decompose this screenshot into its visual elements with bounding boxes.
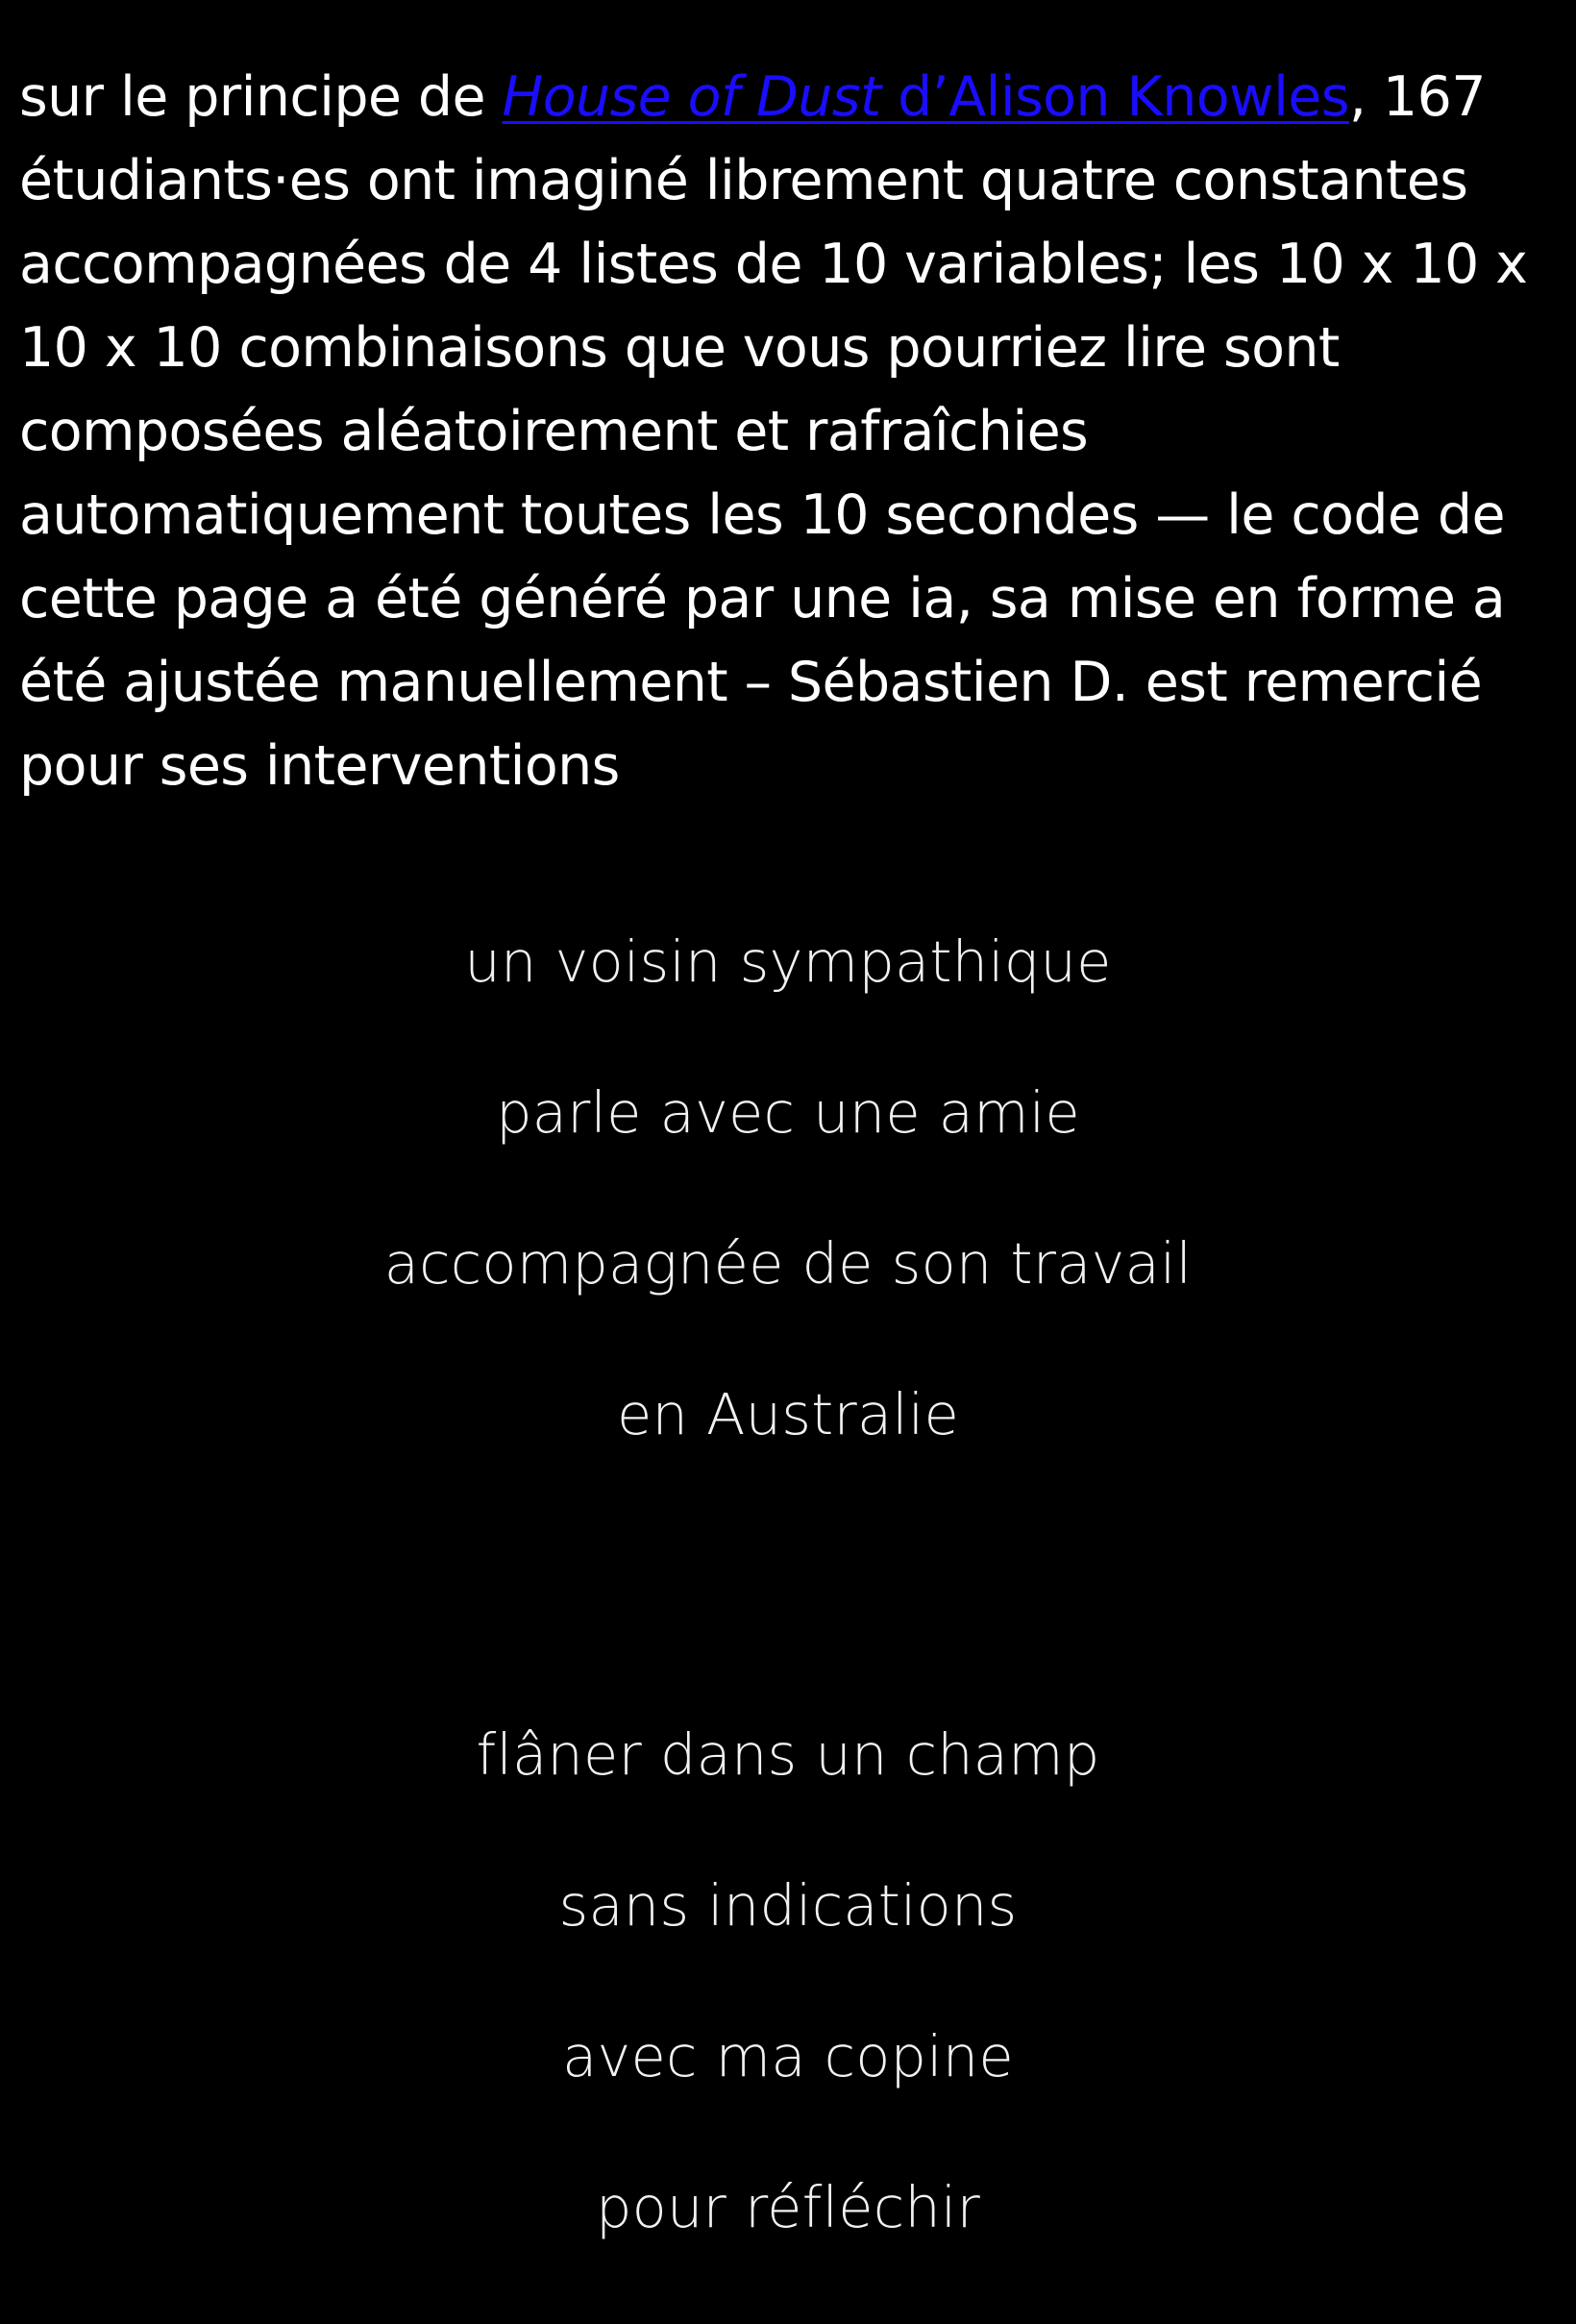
intro-paragraph bbox=[19, 56, 1557, 808]
link-author: d’Alison Knowles bbox=[880, 65, 1349, 129]
combination-line-action: parle avec une amie bbox=[496, 1079, 1080, 1146]
combination-2 bbox=[0, 1720, 1576, 2324]
combination-line-manner: accompagnée de son travail bbox=[383, 1230, 1193, 1297]
link-title: House of Dust bbox=[502, 65, 881, 129]
intro-rest: , 167 étudiants·es ont imaginé librement quatre constantes accompagnées de 4 listes de 10 variables; les 10 x 10 x 10 x 10 combinaisons que vous pourriez lire sont composées aléatoirement et rafraîchies automatiquement toutes les 10 secondes — le code de cette page a été généré par une ia, sa mise en forme a été ajustée manuellement – Sébastien D. est remercié pour ses interventions bbox=[19, 65, 1528, 798]
intro-lead: sur le principe de bbox=[19, 65, 503, 129]
combination-1 bbox=[0, 927, 1576, 1531]
combination-line-place: pour réfléchir bbox=[596, 2174, 980, 2240]
house-of-dust-link[interactable] bbox=[503, 65, 1349, 129]
combination-line-action: sans indications bbox=[558, 1872, 1018, 1939]
combination-line-place: en Australie bbox=[617, 1381, 959, 1447]
combination-line-subject: flâner dans un champ bbox=[476, 1721, 1100, 1788]
combination-line-manner: avec ma copine bbox=[562, 2023, 1014, 2089]
combination-line-subject: un voisin sympathique bbox=[464, 928, 1112, 995]
